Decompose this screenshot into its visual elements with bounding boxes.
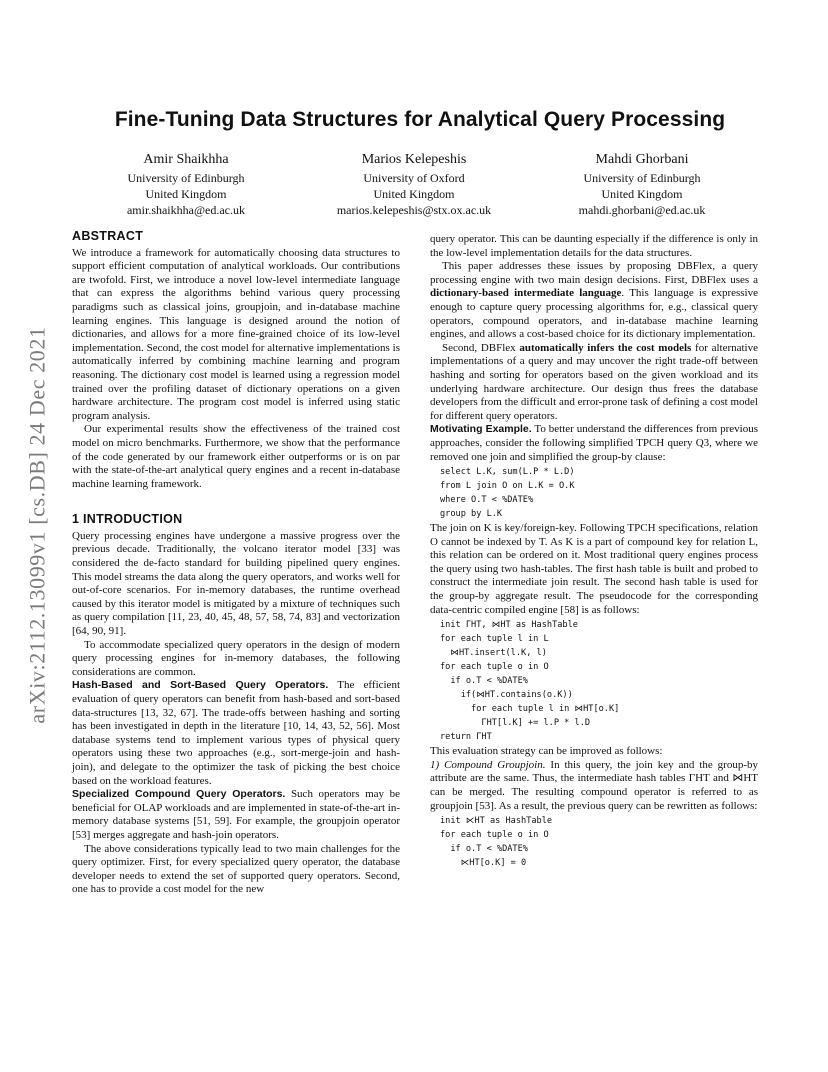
body-paragraph <box>430 342 758 424</box>
code-line: from L join O on L.K = O.K <box>440 481 575 492</box>
author-country: United Kingdom <box>145 187 227 201</box>
code-line: ΓHT[l.K] += l.P * l.D <box>440 718 591 729</box>
code-line: for each tuple o in O <box>440 662 549 673</box>
paragraph-text: . This language is expressive enough to capture query processing algorithms for, e.g., classical query operators, compound operators, and in-database machine learning engines, and allows a cost-based choice for its dictionary implementation. <box>430 287 758 341</box>
intro-paragraph: Query processing engines have undergone a massive progress over the previous decade. Traditionally, the volcano iterator model [33] was considered the de-facto standard for building pipelined query engines. This model streams the data along the query operators, and works well for out-of-core scenarios. For in-memory databases, the runtime overhead caused by this iterator model is mitigated by a mixture of techniques such as query compilation [11, 23, 40, 45, 48, 57, 58, 74, 83] and vectorization [64, 90, 91]. <box>72 529 400 638</box>
code-line: where O.T < %DATE% <box>440 495 534 506</box>
paragraph-text: Such operators may be beneficial for OLAP workloads and are implemented in state-of-the-art in-memory database systems [51, 59]. For example, the groupjoin operator [53] merges aggregate and hash-join operators. <box>72 788 400 841</box>
paragraph-text: In this query, the join key and the group-by attribute are the same. Thus, the intermediate hash tables ΓHT and ⋈HT can be merged. The resulting compound operator is referred to as groupjoin [53]. As a result, the previous query can be rewritten as follows: <box>430 758 759 812</box>
intro-paragraph <box>72 788 400 842</box>
run-in-heading: Motivating Example. <box>430 423 532 436</box>
left-column <box>72 230 400 897</box>
intro-paragraph: The above considerations typically lead to two main challenges for the query optimizer. First, for every specialized query operator, the database developer needs to extend the set of supported query operators. Second, one has to provide a cost model for the new <box>72 842 400 896</box>
body-paragraph: This evaluation strategy can be improved as follows: <box>430 745 663 758</box>
paragraph-text: for alternative implementations of a query and may uncover the right trade-off between hashing and sorting for operators based on the given workload and its underlying hardware architecture. Our design thus frees the database developers from the difficult and error-prone task of defining a cost model for different query operators. <box>430 341 758 422</box>
author-email: mahdi.ghorbani@ed.ac.uk <box>578 203 706 217</box>
code-line: init ΓHT, ⋈HT as HashTable <box>440 620 578 631</box>
intro-paragraph <box>72 679 400 788</box>
code-line: select L.K, sum(L.P * L.D) <box>440 467 575 478</box>
author-1 <box>72 150 300 218</box>
body-paragraph: query operator. This can be daunting especially if the difference is only in the low-level implementation details for the data structures. <box>430 233 758 259</box>
author-email: amir.shaikhha@ed.ac.uk <box>126 203 245 217</box>
code-line: if o.T < %DATE% <box>440 676 528 687</box>
pseudocode-listing <box>430 814 758 870</box>
author-email: marios.kelepeshis@stx.ox.ac.uk <box>336 203 492 217</box>
paragraph-text: This paper addresses these issues by proposing DBFlex, a query processing engine with two main design decisions. First, DBFlex uses a <box>430 260 758 286</box>
paragraph-text: To better understand the differences from previous approaches, consider the following simplified TPCH query Q3, where we removed one join and simplified the group-by clause: <box>430 423 758 463</box>
code-line: for each tuple o in O <box>440 830 549 841</box>
abstract-heading: ABSTRACT <box>72 229 144 243</box>
run-in-heading: 1) Compound Groupjoin. <box>430 758 546 771</box>
abstract-paragraph: We introduce a framework for automatically choosing data structures to support efficient computation of analytical workloads. Our contributions are twofold. First, we introduce a novel low-level intermediate language that can express the algorithms behind various query processing paradigms such as classical joins, groupjoin, and in-database machine learning engines. This language is designed around the notion of dictionaries, and allows for a more fine-grained choice of its low-level implementation. Second, the cost model for alternative implementations is automatically inferred by combining machine learning and program reasoning. The dictionary cost model is learned using a regression model trained over the profiling dataset of dictionary operations on a given hardware architecture. The program cost model is inferred using static program analysis. <box>72 246 400 422</box>
author-affiliation: University of Edinburgh <box>127 171 245 185</box>
run-in-heading: Specialized Compound Query Operators. <box>72 788 286 801</box>
author-affiliation: University of Oxford <box>363 171 465 185</box>
code-line: return ΓHT <box>440 732 492 743</box>
abstract-paragraph: Our experimental results show the effectiveness of the trained cost model on micro benchmarks. Furthermore, we show that the performance of the code generated by our framework either outperforms or is on par with the state-of-the-art analytical query engines and a recent in-database machine learning framework. <box>72 423 400 490</box>
author-name: Amir Shaikhha <box>143 152 229 167</box>
author-name: Mahdi Ghorbani <box>595 152 689 167</box>
author-2 <box>300 150 528 218</box>
body-paragraph <box>430 759 758 813</box>
sql-listing <box>430 465 758 521</box>
body-paragraph: The join on K is key/foreign-key. Following TPCH specifications, relation O cannot be indexed by T. As K is a part of compound key for relation L, this relation can be ordered on it. Most traditional query engines process the query using two hash-tables. The first hash table is built and probed to construct the intermediate join result. The second hash table is used for the group-by aggregate result. The pseudocode for the corresponding data-centric compiled engine [58] is as follows: <box>430 522 758 616</box>
code-line: if(⋈HT.contains(o.K)) <box>440 690 573 701</box>
paper-title: Fine-Tuning Data Structures for Analytical Query Processing <box>114 108 726 131</box>
code-line: ⋈HT.insert(l.K, l) <box>440 648 547 659</box>
emphasis-text: dictionary-based intermediate language <box>430 287 622 300</box>
author-country: United Kingdom <box>373 187 455 201</box>
author-block <box>72 150 756 218</box>
code-line: for each tuple l in L <box>440 634 549 645</box>
author-affiliation: University of Edinburgh <box>583 171 701 185</box>
pseudocode-listing <box>430 618 758 744</box>
code-line: init ⋉HT as HashTable <box>440 816 553 827</box>
paragraph-text: The efficient evaluation of query operators can benefit from hash-based and sort-based data-structures [13, 32, 67]. The trade-offs between hashing and sorting has been investigated in depth in the literature [10, 14, 43, 52, 56]. Most database systems tend to implement various types of physical query operators using these two approaches (e.g., sort-merge-join and hash-join), and delegate to the optimizer the task of picking the best choice based on the workload features. <box>72 679 400 787</box>
author-name: Marios Kelepeshis <box>361 152 467 167</box>
code-line: ⋉HT[o.K] = 0 <box>440 858 527 869</box>
body-paragraph <box>430 423 758 464</box>
author-country: United Kingdom <box>601 187 683 201</box>
intro-paragraph: To accommodate specialized query operators in the design of modern query processing engines for in-memory databases, the following considerations are common. <box>72 638 400 678</box>
paragraph-text: Second, DBFlex <box>442 341 520 354</box>
run-in-heading: Hash-Based and Sort-Based Query Operators. <box>72 679 329 692</box>
code-line: if o.T < %DATE% <box>440 844 528 855</box>
code-line: group by L.K <box>440 509 503 520</box>
emphasis-text: automatically infers the cost models <box>519 341 692 354</box>
section-heading: 1 INTRODUCTION <box>72 512 183 527</box>
arxiv-stamp: arXiv:2112.13099v1 [cs.DB] 24 Dec 2021 <box>25 326 50 724</box>
right-column <box>430 233 758 871</box>
author-3 <box>528 150 756 218</box>
code-line: for each tuple l in ⋈HT[o.K] <box>440 704 620 715</box>
body-paragraph <box>430 260 758 342</box>
